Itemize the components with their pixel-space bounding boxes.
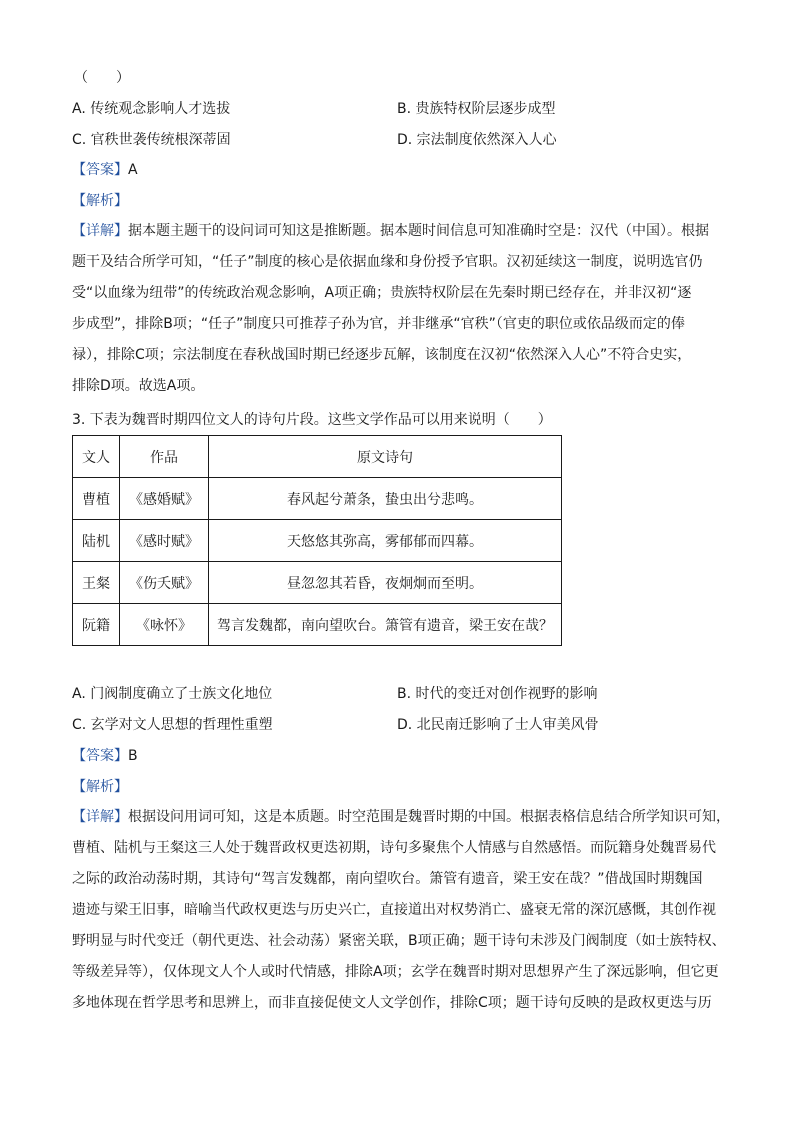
q3-option-d: D. 北民南迁影响了士人审美风骨 (397, 717, 599, 733)
q3-stem: 3. 下表为魏晋时期四位文人的诗句片段。这些文学作品可以用来说明（ ） (72, 412, 552, 428)
q3-detail-line-6: 等级差异等），仅体现文人个人或时代情感，排除A项；玄学在魏晋时期对思想界产生了深远影响，但它更 (72, 964, 719, 980)
q2-answer (72, 160, 138, 180)
q2-option-c: C. 官秩世袭传统根深蒂固 (72, 132, 231, 148)
table-row (73, 520, 562, 562)
q3-answer-value: B (128, 748, 138, 764)
q3-detail-label: 【详解】 (72, 809, 128, 825)
q3-answer-label: 【答案】 (72, 748, 128, 764)
table-header-row (73, 436, 562, 478)
poem-table (72, 435, 562, 646)
q2-analysis-label (72, 191, 128, 211)
q2-detail-text-1: 据本题主题干的设问词可知这是推断题。据本题时间信息可知准确时空是：汉代（中国）。根据 (128, 223, 709, 239)
q3-detail-line-1 (72, 802, 732, 833)
q3-option-a: A. 门阀制度确立了士族文化地位 (72, 686, 273, 702)
table-cell-work: 《咏怀》 (120, 604, 209, 646)
q2-detail-label: 【详解】 (72, 223, 128, 239)
table-cell-author: 曹植 (73, 478, 120, 520)
table-cell-work: 《感婚赋》 (120, 478, 209, 520)
q3-detail (72, 802, 732, 1019)
table-header-cell: 原文诗句 (209, 436, 562, 478)
q2-detail-line-3: 受“以血缘为纽带”的传统政治观念影响，A项正确；贵族特权阶层在先秦时期已经存在，并非汉初“逐 (72, 285, 692, 301)
q2-analysis-label-text: 【解析】 (72, 193, 128, 209)
q3-option-c: C. 玄学对文人思想的哲理性重塑 (72, 717, 273, 733)
table-cell-verse: 春风起兮萧条，蛰虫出兮悲鸣。 (209, 478, 562, 520)
table-header-cell: 作品 (120, 436, 209, 478)
q2-answer-value: A (128, 162, 138, 178)
table-cell-author: 陆机 (73, 520, 120, 562)
q3-detail-line-5: 野明显与时代变迁（朝代更迭、社会动荡）紧密关联，B项正确；题干诗句未涉及门阀制度（如士族特权、 (72, 933, 726, 949)
table-cell-verse: 天悠悠其弥高，雾郁郁而四幕。 (209, 520, 562, 562)
q2-option-d: D. 宗法制度依然深入人心 (397, 132, 557, 148)
table-header-cell: 文人 (73, 436, 120, 478)
table-row (73, 562, 562, 604)
table-cell-author: 王粲 (73, 562, 120, 604)
q3-analysis-label (72, 777, 128, 797)
q3-answer (72, 746, 138, 766)
q3-analysis-label-text: 【解析】 (72, 779, 128, 795)
q3-detail-line-4: 遗迹与梁王旧事，暗喻当代政权更迭与历史兴亡，直接道出对权势消亡、盛衰无常的深沉感慨，其创作视 (72, 902, 716, 918)
q2-option-b: B. 贵族特权阶层逐步成型 (397, 101, 556, 117)
table-cell-verse: 驾言发魏都，南向望吹台。箫管有遗音，梁王安在哉？ (209, 604, 562, 646)
q3-detail-line-7: 多地体现在哲学思考和思辨上，而非直接促使文人文学创作，排除C项；题干诗句反映的是政权更迭与历 (72, 995, 712, 1011)
q2-option-a: A. 传统观念影响人才选拔 (72, 101, 231, 117)
q3-detail-text-1: 根据设问用词可知，这是本质题。时空范围是魏晋时期的中国。根据表格信息结合所学知识可知， (128, 809, 730, 825)
q2-detail-line-2: 题干及结合所学可知，“任子”制度的核心是依据血缘和身份授予官职。汉初延续这一制度，说明选官仍 (72, 254, 703, 270)
q3-detail-line-3: 之际的政治动荡时期，其诗句“驾言发魏都，南向望吹台。箫管有遗音，梁王安在哉？”借战国时期魏国 (72, 871, 703, 887)
q2-detail-line-6: 排除D项。故选A项。 (72, 378, 205, 394)
q3-option-b: B. 时代的变迁对创作视野的影响 (397, 686, 598, 702)
table-row (73, 478, 562, 520)
table-cell-verse: 昼忽忽其若昏，夜炯炯而至明。 (209, 562, 562, 604)
q2-detail-line-5: 禄），排除C项；宗法制度在春秋战国时期已经逐步瓦解，该制度在汉初“依然深入人心”不符合史实， (72, 347, 692, 363)
q2-stem-tail: （ ） (74, 70, 130, 86)
q3-detail-line-2: 曹植、陆机与王粲这三人处于魏晋政权更迭初期，诗句多聚焦个人情感与自然感悟。而阮籍身处魏晋易代 (72, 840, 716, 856)
q2-detail (72, 216, 732, 402)
q2-detail-line-4: 步成型”，排除B项；“任子”制度只可推荐子孙为官，并非继承“官秩”（官吏的职位或依品级而定的俸 (72, 316, 685, 332)
q2-answer-label: 【答案】 (72, 162, 128, 178)
q2-detail-line-1 (72, 216, 732, 247)
table-row (73, 604, 562, 646)
table-cell-author: 阮籍 (73, 604, 120, 646)
table-cell-work: 《伤夭赋》 (120, 562, 209, 604)
table-cell-work: 《感时赋》 (120, 520, 209, 562)
